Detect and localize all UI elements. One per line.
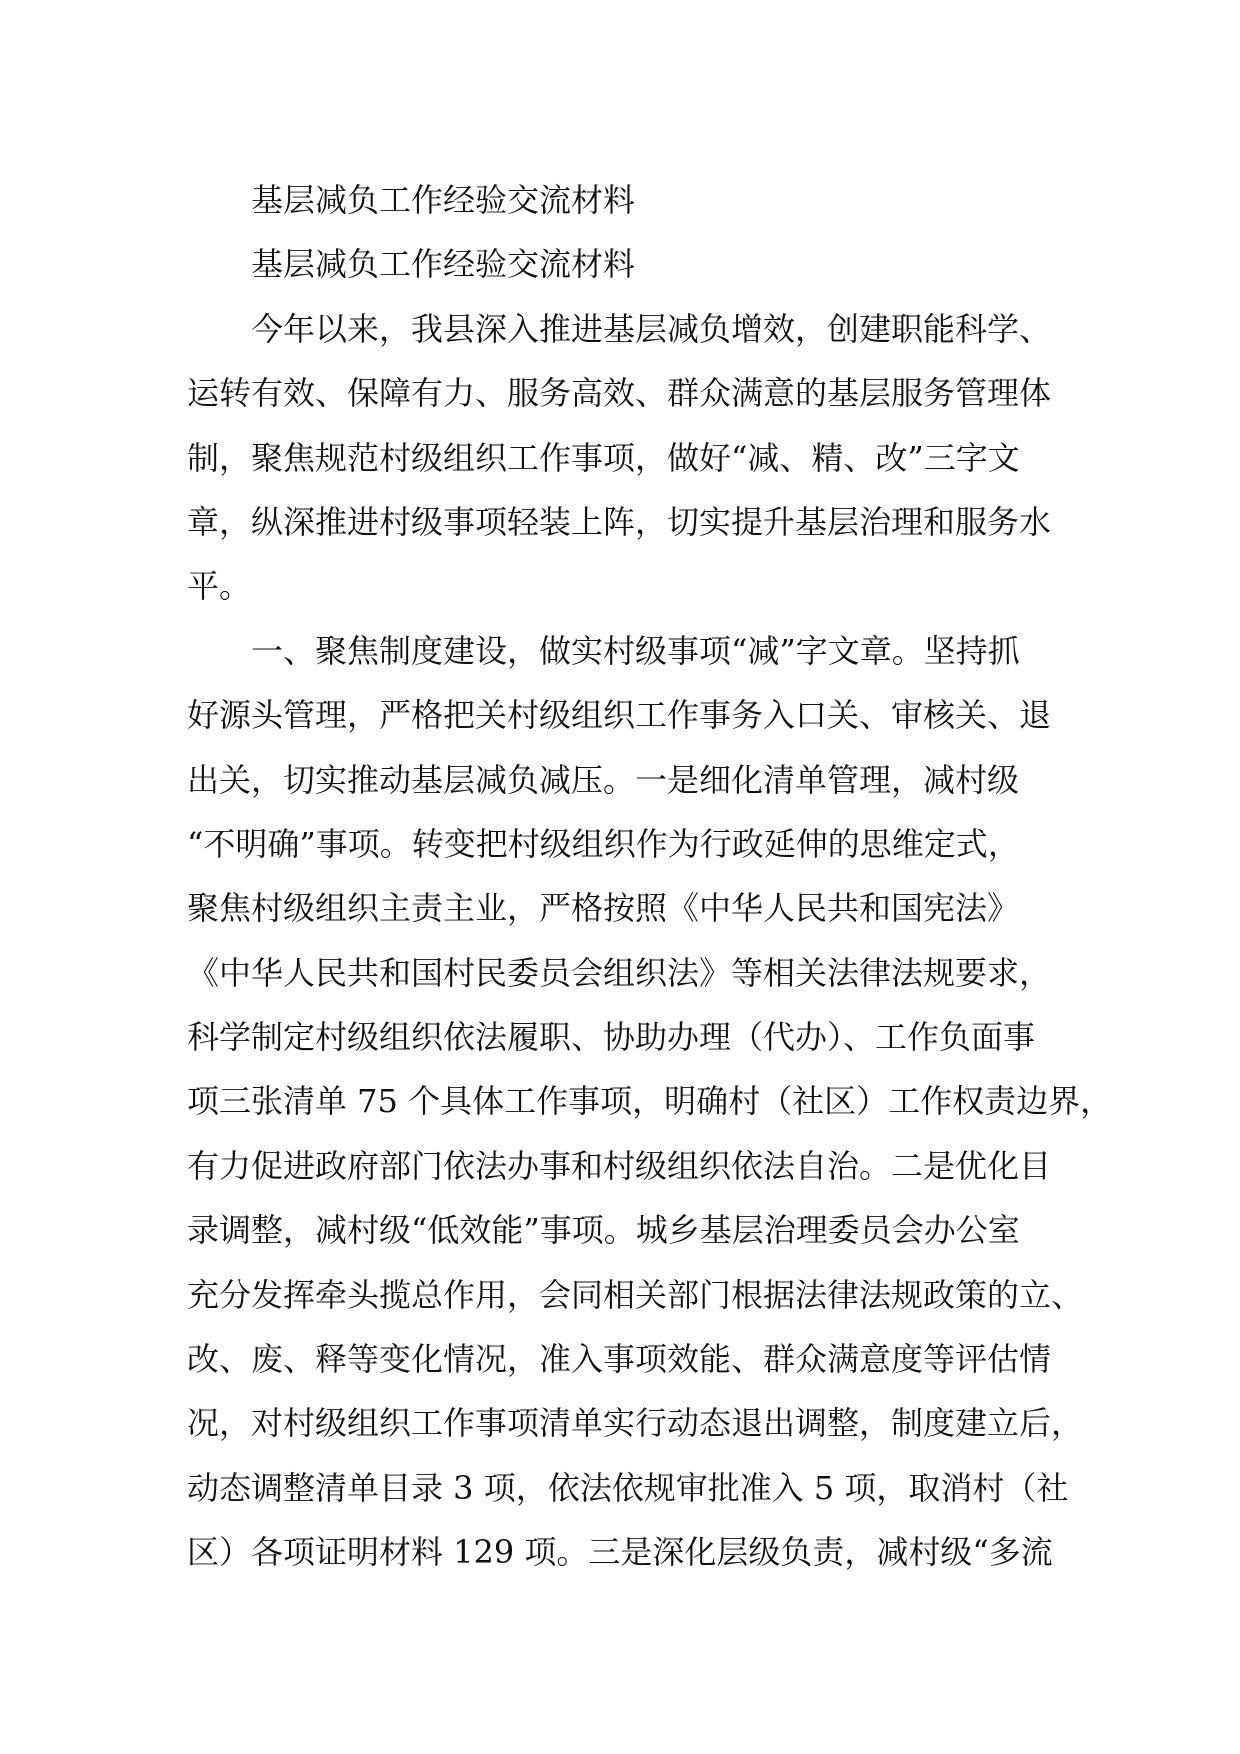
paragraph-line: 章，纵深推进村级事项轻装上阵，切实提升基层治理和服务水 [187,502,1052,541]
paragraph-line: 有力促进政府部门依法办事和村级组织依法自治。二是优化目 [187,1146,1052,1185]
paragraph-line: 制，聚焦规范村级组织工作事项，做好“减、精、改”三字文 [187,438,1020,477]
paragraph-line: 平。 [187,567,252,606]
paragraph-line: 聚焦村级组织主责主业，严格按照《中华人民共和国宪法》 [187,889,1020,928]
paragraph-line: 运转有效、保障有力、服务高效、群众满意的基层服务管理体 [187,374,1052,413]
document-subtitle: 基层减负工作经验交流材料 [251,245,636,284]
paragraph-line: 动态调整清单目录 3 项，依法依规审批准入 5 项，取消村（社 [187,1468,1069,1507]
paragraph-line: 区）各项证明材料 129 项。三是深化层级负责，减村级“多流 [187,1533,1053,1572]
paragraph-line: 项三张清单 75 个具体工作事项，明确村（社区）工作权责边界， [187,1082,1113,1121]
paragraph-line: 今年以来，我县深入推进基层减负增效，创建职能科学、 [251,309,1052,348]
paragraph-line: “不明确”事项。转变把村级组织作为行政延伸的思维定式， [187,824,1020,863]
paragraph-line: 一、聚焦制度建设，做实村级事项“减”字文章。坚持抓 [251,631,1020,670]
paragraph-line: 出关，切实推动基层减负减压。一是细化清单管理，减村级 [187,760,1020,799]
document-body [187,168,1113,1585]
paragraph-line: 录调整，减村级“低效能”事项。城乡基层治理委员会办公室 [187,1211,1020,1250]
paragraph-line: 况，对村级组织工作事项清单实行动态退出调整，制度建立后， [187,1404,1084,1443]
paragraph-line: 《中华人民共和国村民委员会组织法》等相关法律法规要求， [187,953,1052,992]
paragraph-line: 好源头管理，严格把关村级组织工作事务入口关、审核关、退 [187,696,1052,735]
paragraph-line: 充分发挥牵头揽总作用，会同相关部门根据法律法规政策的立、 [187,1275,1084,1314]
paragraph-line: 改、废、释等变化情况，准入事项效能、群众满意度等评估情 [187,1340,1052,1379]
paragraph-line: 科学制定村级组织依法履职、协助办理（代办）、工作负面事 [187,1018,1036,1057]
document-title: 基层减负工作经验交流材料 [251,181,636,219]
